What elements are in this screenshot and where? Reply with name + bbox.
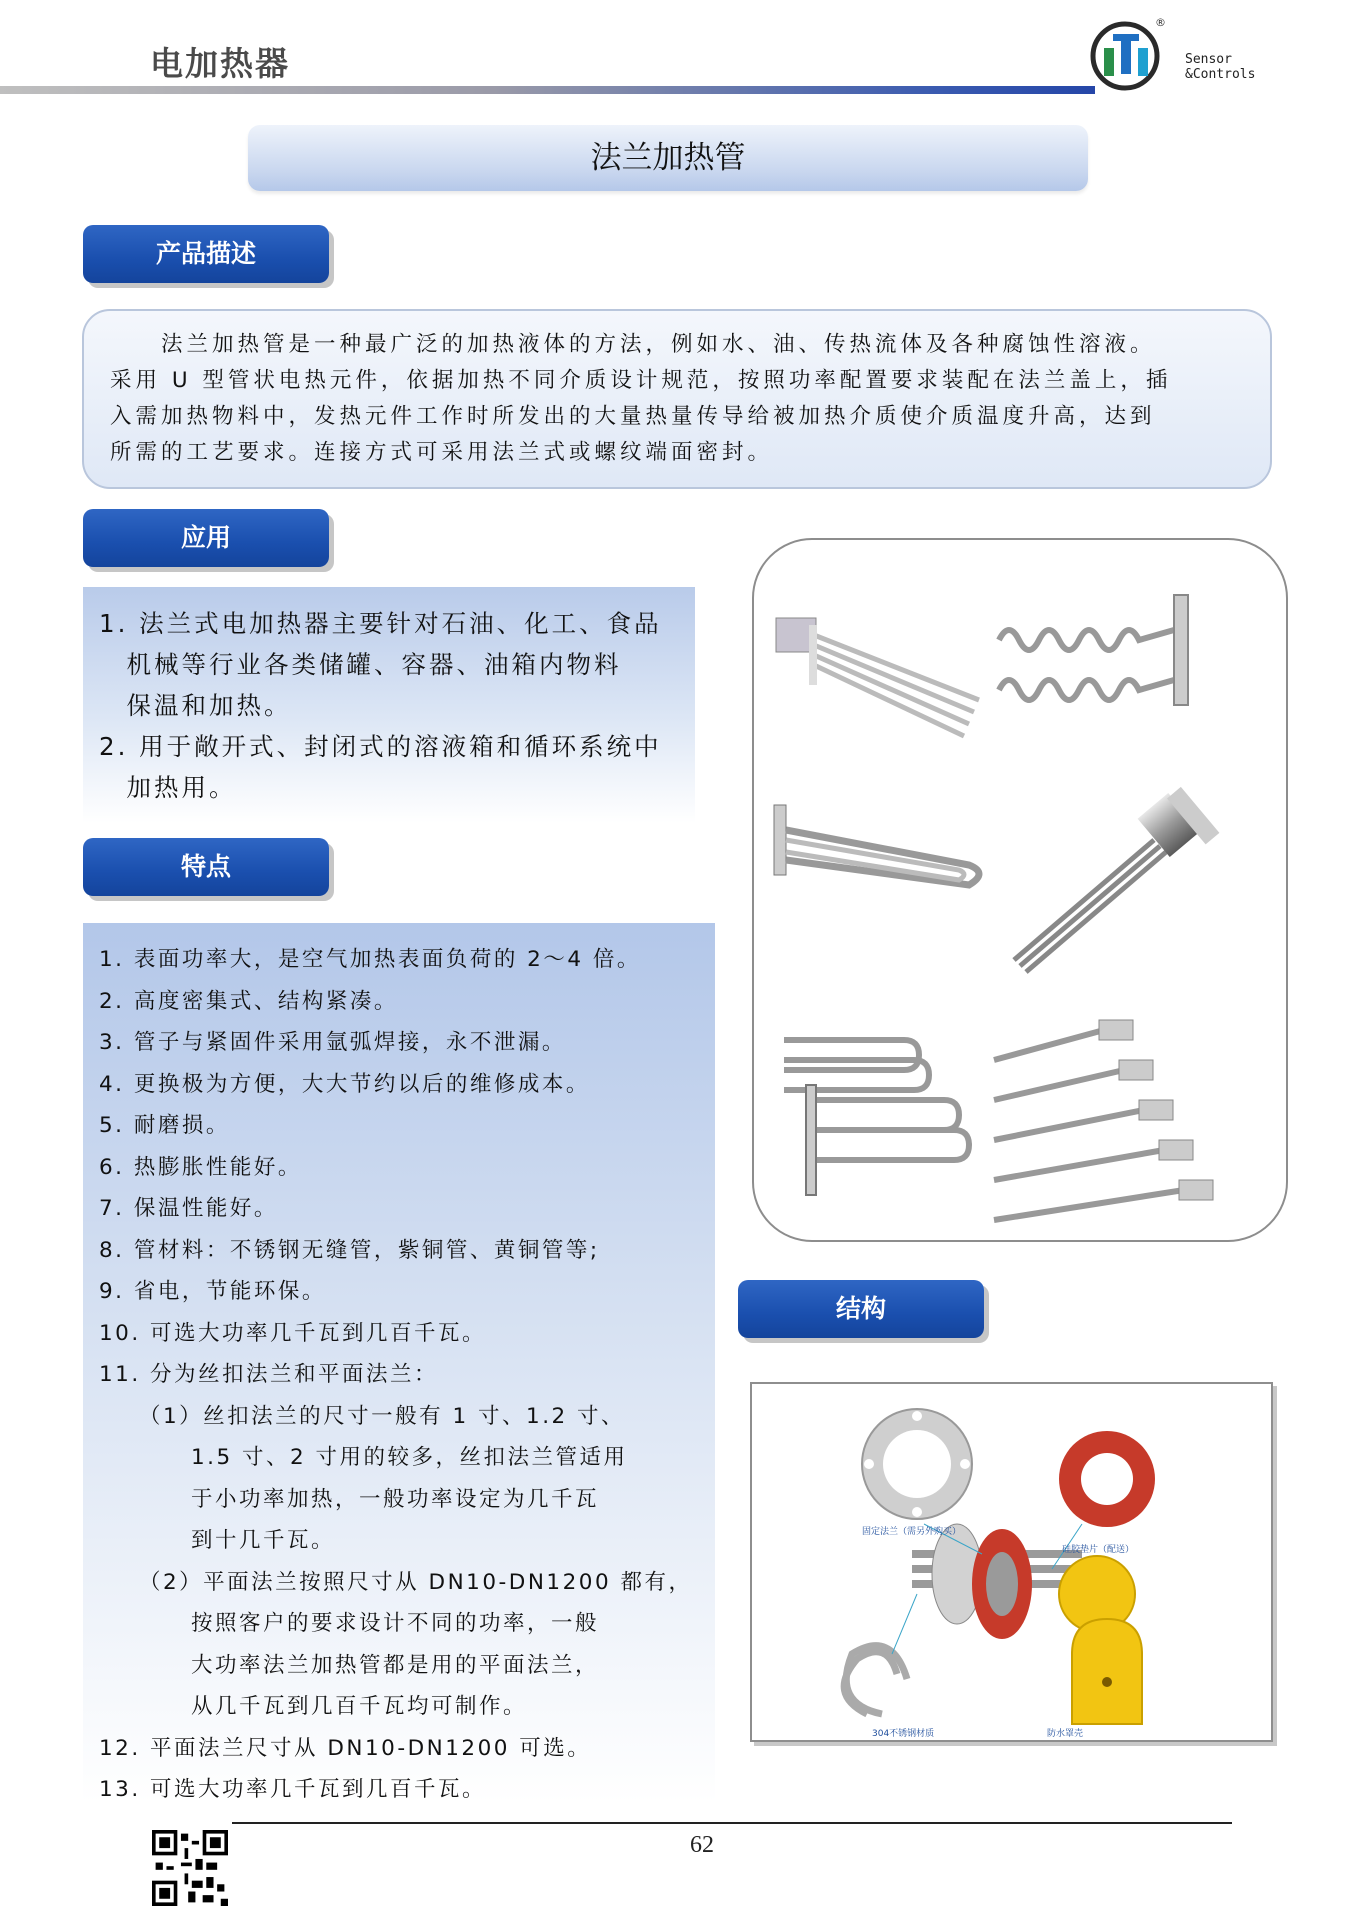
feature-item: 6. 热膨胀性能好。 bbox=[99, 1154, 302, 1180]
label-304-steel: 304不锈钢材质 bbox=[872, 1729, 935, 1739]
application-line: 加热用。 bbox=[99, 773, 237, 802]
feature-item: 9. 省电，节能环保。 bbox=[99, 1279, 326, 1304]
description-line: 所需的工艺要求。连接方式可采用法兰式或螺纹端面密封。 bbox=[110, 440, 774, 465]
qr-code bbox=[152, 1830, 228, 1906]
application-line: 2. 用于敞开式、封闭式的溶液箱和循环系统中 bbox=[99, 732, 662, 761]
feature-subitem: 大功率法兰加热管都是用的平面法兰， bbox=[191, 1652, 600, 1678]
product-photo-4 bbox=[1014, 787, 1219, 972]
feature-subitem: （1）丝扣法兰的尺寸一般有 1 寸、1.2 寸、 bbox=[139, 1403, 626, 1429]
application-line: 机械等行业各类储罐、容器、油箱内物料 bbox=[99, 650, 622, 679]
page-number: 62 bbox=[690, 1832, 714, 1858]
description-line: 入需加热物料中，发热元件工作时所发出的大量热量传导给被加热介质使介质温度升高，达到 bbox=[110, 404, 1156, 429]
feature-item: 8. 管材料：不锈钢无缝管，紫铜管、黄铜管等; bbox=[99, 1237, 600, 1263]
feature-item: 12. 平面法兰尺寸从 DN10-DN1200 可选。 bbox=[99, 1735, 592, 1761]
application-line: 1. 法兰式电加热器主要针对石油、化工、食品 bbox=[99, 609, 662, 638]
structure-diagram bbox=[750, 1382, 1273, 1742]
feature-item: 4. 更换极为方便，大大节约以后的维修成本。 bbox=[99, 1071, 590, 1097]
feature-item: 7. 保温性能好。 bbox=[99, 1196, 278, 1221]
feature-subitem: （2）平面法兰按照尺寸从 DN10-DN1200 都有， bbox=[139, 1569, 693, 1595]
description-line: 采用 U 型管状电热元件，依据加热不同介质设计规范，按照功率配置要求装配在法兰盖上，插 bbox=[110, 368, 1172, 393]
label-fixed-flange: 固定法兰（需另外购买） bbox=[862, 1527, 962, 1537]
feature-item: 3. 管子与紧固件采用氩弧焊接，永不泄漏。 bbox=[99, 1030, 566, 1055]
header-divider bbox=[0, 86, 1095, 94]
product-photo-1 bbox=[776, 618, 979, 736]
label-gasket: 硅胶垫片（配送） bbox=[1062, 1545, 1135, 1555]
feature-item: 2. 高度密集式、结构紧凑。 bbox=[99, 988, 398, 1014]
description-box bbox=[82, 309, 1272, 489]
application-line: 保温和加热。 bbox=[99, 691, 292, 720]
feature-item: 1. 表面功率大，是空气加热表面负荷的 2～4 倍。 bbox=[99, 947, 641, 972]
feature-item: 5. 耐磨损。 bbox=[99, 1113, 230, 1138]
page-title: 法兰加热管 bbox=[248, 125, 1088, 191]
waterproof-cover bbox=[1072, 1619, 1142, 1724]
feature-item: 13. 可选大功率几千瓦到几百千瓦。 bbox=[99, 1777, 487, 1802]
section-tag-application: 应用 bbox=[83, 509, 329, 567]
feature-subitem: 于小功率加热，一般功率设定为几千瓦 bbox=[191, 1486, 600, 1512]
svg-text:®: ® bbox=[1155, 16, 1166, 29]
label-waterproof-cover: 防水罩壳 bbox=[1047, 1729, 1084, 1739]
footer-divider bbox=[232, 1822, 1232, 1824]
document-section-title: 电加热器 bbox=[150, 44, 290, 83]
feature-item: 10. 可选大功率几千瓦到几百千瓦。 bbox=[99, 1320, 487, 1346]
u-tube-closeup bbox=[844, 1646, 907, 1714]
section-tag-structure: 结构 bbox=[738, 1280, 984, 1338]
feature-subitem: 从几千瓦到几百千瓦均可制作。 bbox=[191, 1694, 528, 1719]
product-photo-3 bbox=[774, 805, 979, 885]
product-photo-2 bbox=[999, 595, 1188, 705]
product-photo-5 bbox=[784, 1040, 969, 1195]
product-photo-panel bbox=[752, 538, 1288, 1242]
feature-subitem: 1.5 寸、2 寸用的较多，丝扣法兰管适用 bbox=[191, 1445, 628, 1470]
section-tag-description: 产品描述 bbox=[83, 225, 329, 283]
feature-item: 11. 分为丝扣法兰和平面法兰： bbox=[99, 1362, 439, 1387]
description-line: 法兰加热管是一种最广泛的加热液体的方法，例如水、油、传热流体及各种腐蚀性溶液。 bbox=[110, 332, 1156, 357]
feature-subitem: 到十几千瓦。 bbox=[191, 1528, 336, 1553]
application-box bbox=[83, 587, 695, 823]
features-box bbox=[83, 923, 715, 1803]
logo-text: Sensor &Controls bbox=[1185, 52, 1256, 82]
feature-subitem: 按照客户的要求设计不同的功率，一般 bbox=[191, 1611, 600, 1636]
section-tag-features: 特点 bbox=[83, 838, 329, 896]
product-photo-6 bbox=[994, 1020, 1213, 1220]
